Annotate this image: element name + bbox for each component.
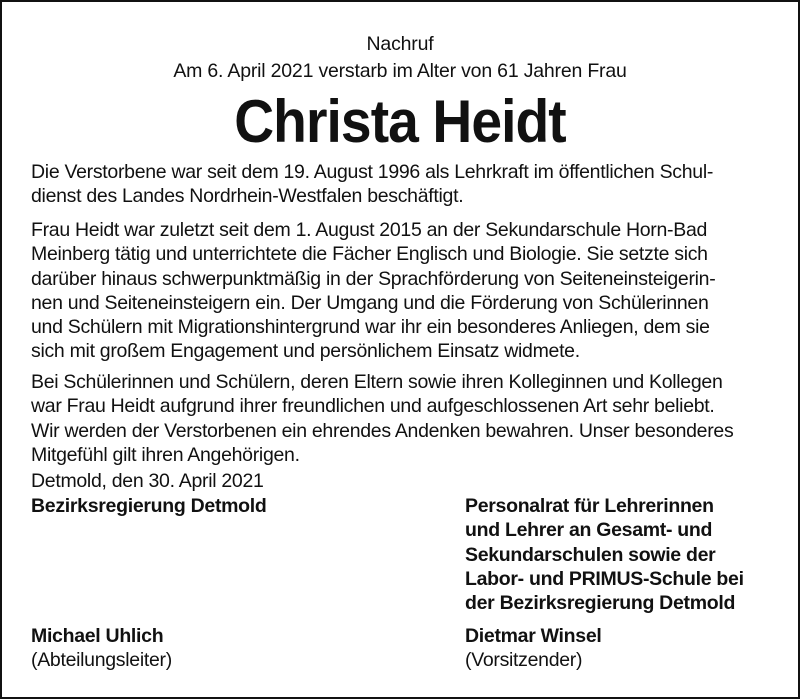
right-organization <box>465 494 744 615</box>
text-line: Bei Schülerinnen und Schülern, deren Eltern sowie ihren Kolleginnen und Kollegen <box>31 371 723 393</box>
notice-label: Nachruf <box>366 33 434 55</box>
text-line: Wir werden der Verstorbenen ein ehrendes Andenken bewahren. Unser besonderes <box>31 419 734 442</box>
organization-line: Sekundarschulen sowie der <box>465 543 716 566</box>
organization-line: der Bezirksregierung Detmold <box>465 592 736 615</box>
organization-line: Personalrat für Lehrerinnen <box>465 495 714 517</box>
text-line: Frau Heidt war zuletzt seit dem 1. August 2015 an der Sekundarschule Horn-Bad <box>31 219 708 241</box>
organization-line: Labor- und PRIMUS-Schule bei <box>465 567 744 590</box>
paragraph-school <box>31 218 776 364</box>
text-line: Meinberg tätig und unterrichtete die Fächer Englisch und Biologie. Sie setzte sich <box>31 243 708 266</box>
text-line: und Schülern mit Migrationshintergrund war ihr ein besonderes Anliegen, dem sie <box>31 316 710 339</box>
text-line: Die Verstorbene war seit dem 19. August 1996 als Lehrkraft im öffentlichen Schul- <box>31 161 714 183</box>
text-line: nen und Seiteneinsteigern ein. Der Umgang und die Förderung von Schülerinnen <box>31 291 709 314</box>
text-line: dienst des Landes Nordrhein-Westfalen beschäftigt. <box>31 185 464 208</box>
intro-line: Am 6. April 2021 verstarb im Alter von 61 Jahren Frau <box>173 60 627 82</box>
paragraph-career <box>31 160 776 209</box>
organization-line: und Lehrer an Gesamt- und <box>465 519 713 542</box>
signatory-role: (Vorsitzender) <box>465 649 583 672</box>
text-line: Mitgefühl gilt ihren Angehörigen. <box>31 443 300 466</box>
text-line: darüber hinaus schwerpunktmäßig in der Sprachförderung von Seiteneinsteigerin- <box>31 267 716 290</box>
text-line: sich mit großem Engagement und persönlichem Einsatz widmete. <box>31 340 580 363</box>
text-line: war Frau Heidt aufgrund ihrer freundlichen und aufgeschlossenen Art sehr beliebt. <box>31 395 715 418</box>
left-signatory <box>31 624 172 673</box>
left-organization <box>31 494 267 518</box>
signatory-role: (Abteilungsleiter) <box>31 649 172 672</box>
organization-name: Bezirksregierung Detmold <box>31 495 267 517</box>
paragraph-remembrance <box>31 370 776 467</box>
right-signatory <box>465 624 602 673</box>
signatory-name: Dietmar Winsel <box>465 625 602 647</box>
deceased-name: Christa Heidt <box>234 88 566 155</box>
signatory-name: Michael Uhlich <box>31 625 164 647</box>
place-date: Detmold, den 30. April 2021 <box>31 470 264 492</box>
